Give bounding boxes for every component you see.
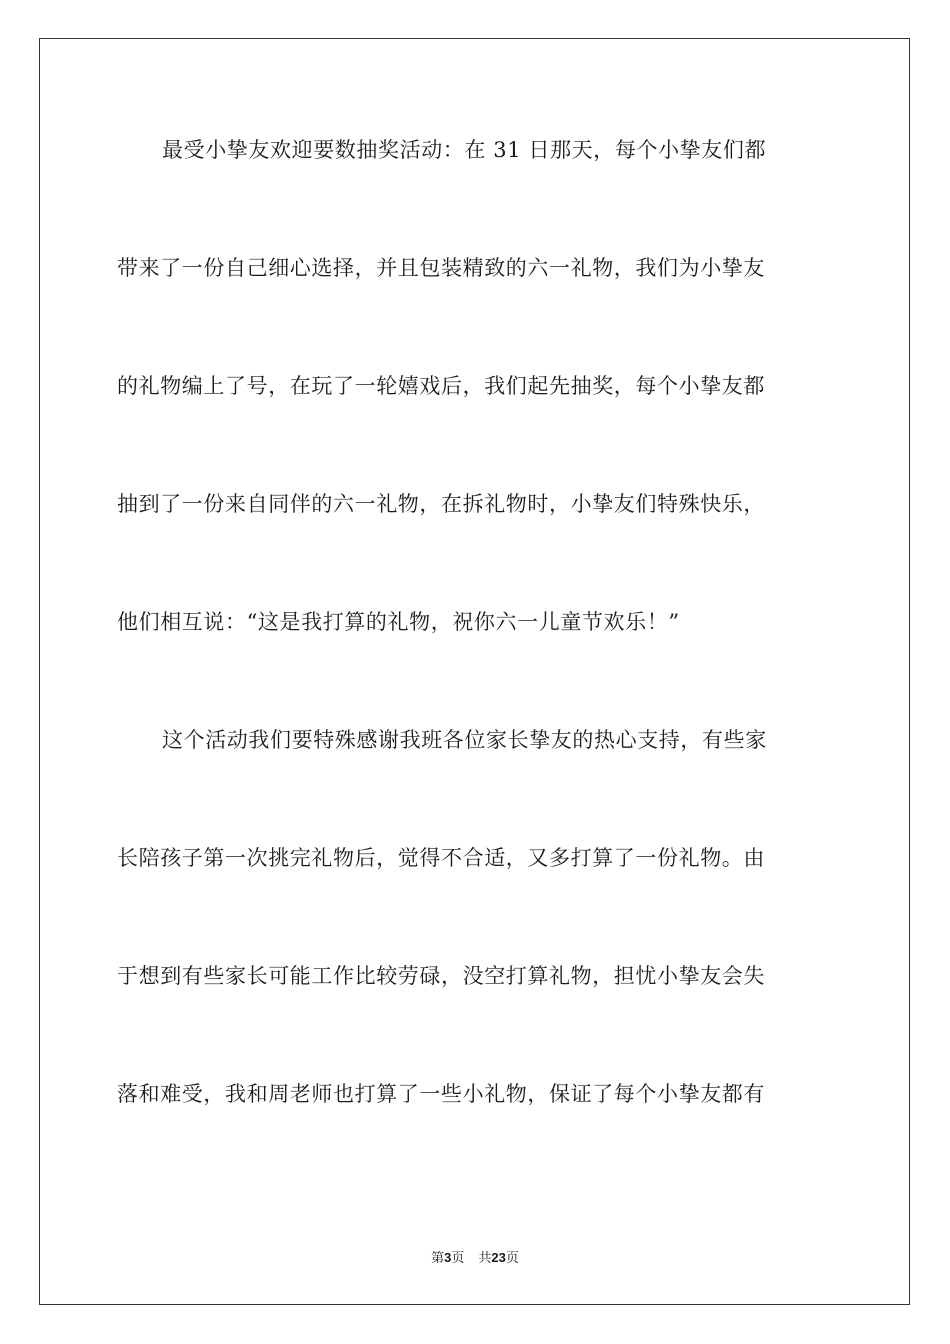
page-frame (39, 38, 910, 1305)
paragraph-line: 落和难受，我和周老师也打算了一些小礼物，保证了每个小挚友都有 (117, 1082, 765, 1106)
total-pages: 23 (491, 1250, 506, 1265)
page-number: 3 (444, 1250, 452, 1265)
paragraph-line: 带来了一份自己细心选择，并且包装精致的六一礼物，我们为小挚友 (117, 256, 765, 280)
page-footer (0, 1249, 950, 1268)
paragraph-line: 的礼物编上了号，在玩了一轮嬉戏后，我们起先抽奖，每个小挚友都 (117, 374, 765, 398)
page-suffix: 页 (451, 1251, 465, 1266)
paragraph-line: 抽到了一份来自同伴的六一礼物，在拆礼物时，小挚友们特殊快乐， (117, 492, 765, 516)
paragraph-line: 最受小挚友欢迎要数抽奖活动：在 31 日那天，每个小挚友们都 (162, 138, 767, 162)
paragraph-line: 他们相互说：“这是我打算的礼物，祝你六一儿童节欢乐！” (117, 610, 680, 634)
page-prefix: 第 (431, 1251, 445, 1266)
total-suffix: 页 (505, 1251, 519, 1266)
paragraph-line: 于想到有些家长可能工作比较劳碌，没空打算礼物，担忧小挚友会失 (117, 964, 765, 988)
total-prefix: 共 (478, 1251, 492, 1266)
paragraph-line: 这个活动我们要特殊感谢我班各位家长挚友的热心支持，有些家 (162, 728, 767, 752)
paragraph-line: 长陪孩子第一次挑完礼物后，觉得不合适，又多打算了一份礼物。由 (117, 846, 765, 870)
